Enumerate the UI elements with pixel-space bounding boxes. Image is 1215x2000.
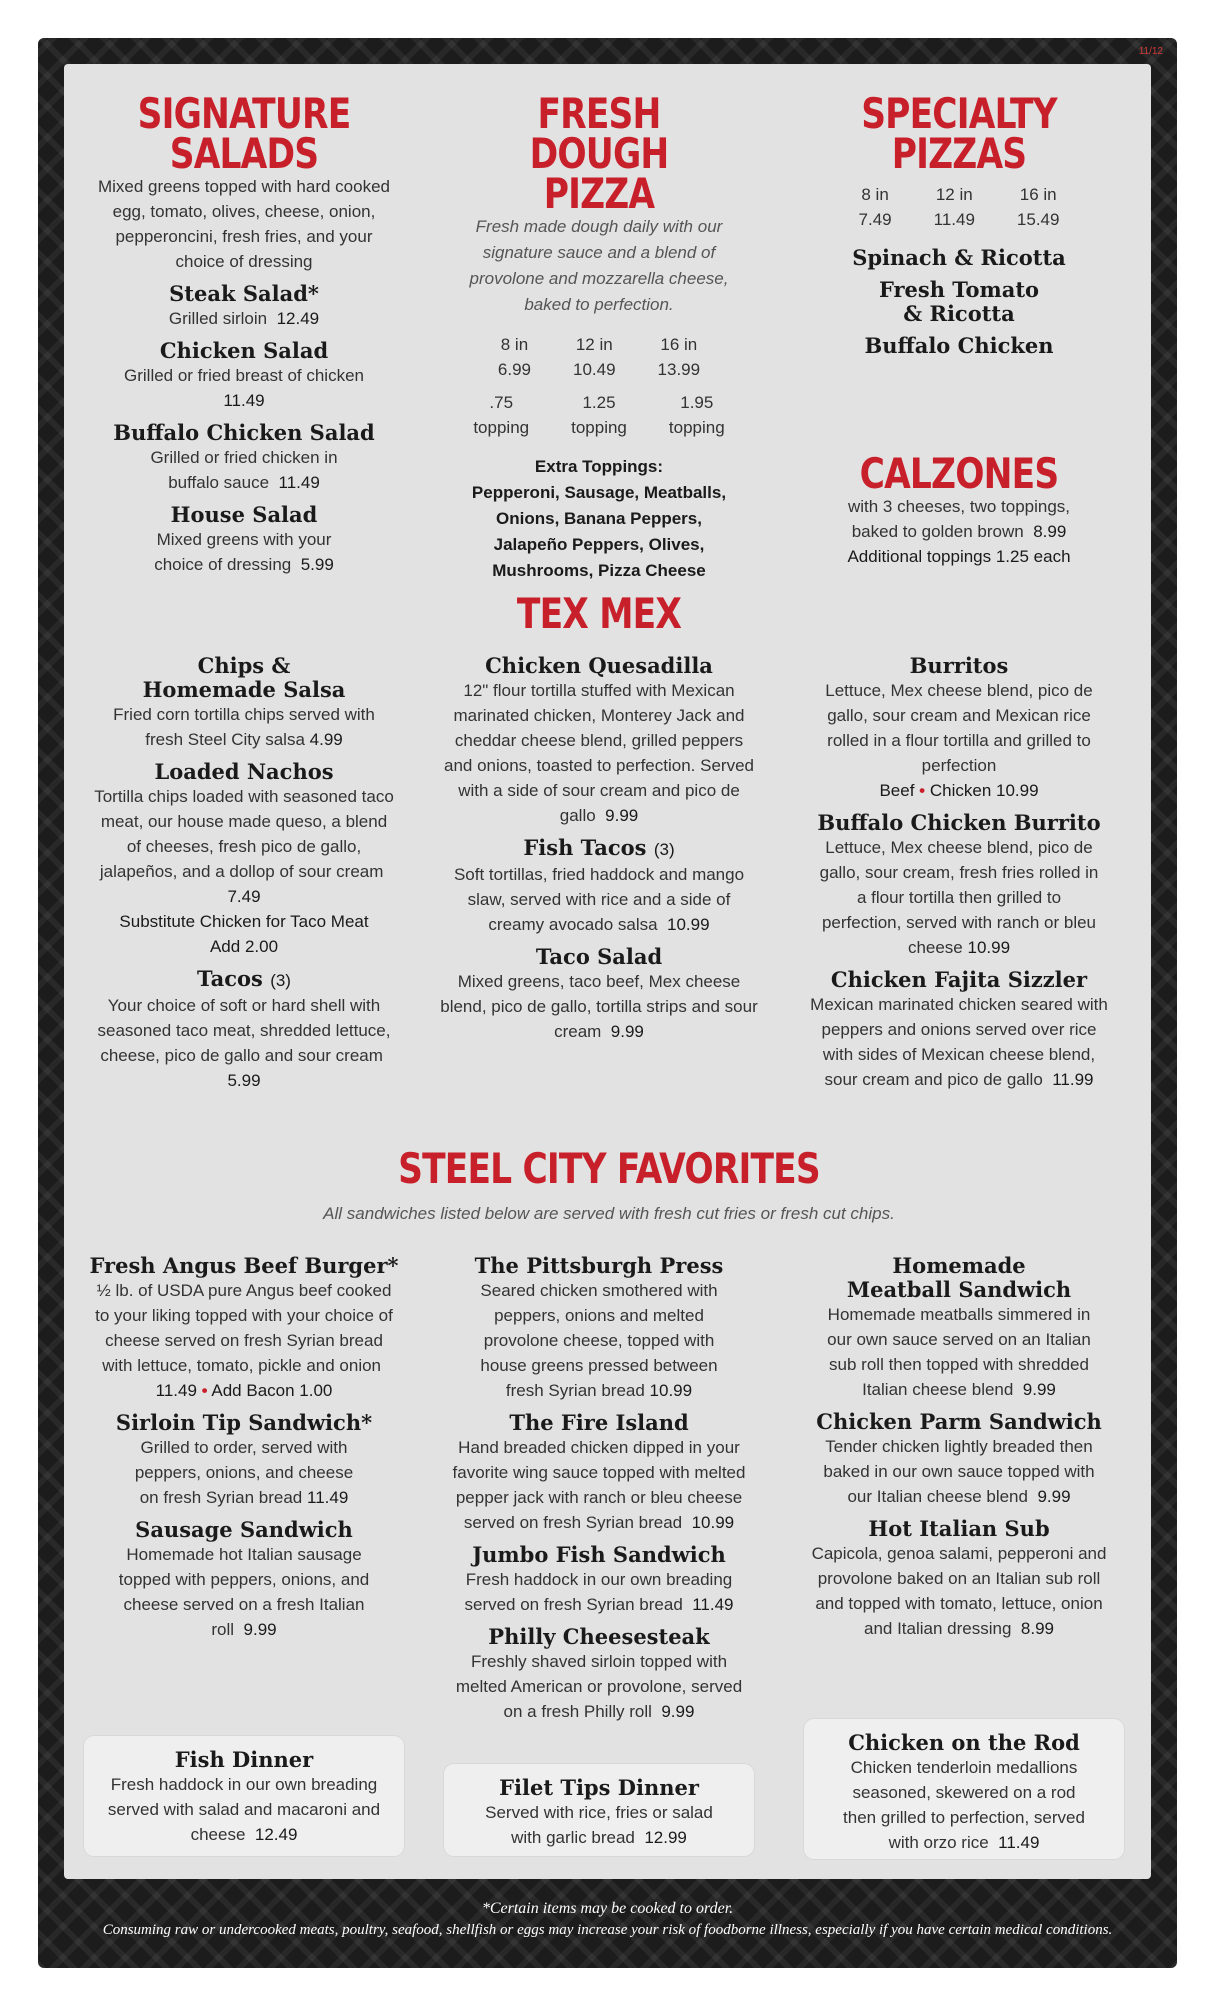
size-option: 16 in 13.99 [657,335,701,379]
item-name: The Pittsburgh Press [474,1253,724,1278]
item-desc: Served with rice, fries or salad with garlic bread 12.99 [485,1803,713,1847]
item-name: Fish Dinner [174,1747,314,1772]
menu-frame [38,38,1177,1968]
section-title-steel-city: STEEL CITY FAVORITES [398,1144,820,1193]
filet-tips-dinner-box [444,1764,754,1856]
section-title-pizza-1: FRESH DOUGH [529,89,669,178]
item-desc: Grilled or fried breast of chicken 11.49 [124,366,364,410]
item-desc: Fried corn tortilla chips served with fresh Steel City salsa 4.99 [113,705,375,749]
size-option: 8 in 7.49 [858,185,892,229]
item-name: Fresh Angus Beef Burger* [89,1253,399,1278]
calzones-section [799,449,1119,569]
item-name: Chicken Parm Sandwich [816,1409,1102,1434]
item-name: Homemade Salsa [142,677,346,702]
pizza-sizes [439,332,759,382]
section-title-pizza-2: PIZZA [543,169,655,218]
signature-salads-section [84,89,404,577]
item-desc: Tortilla chips loaded with seasoned taco meat, our house made queso, a blend of cheeses, fresh pico de gallo, jalapeños, and a dollop of sour cream 7.49 [94,787,394,906]
tex-mex-left-column [84,654,404,1093]
size-option: 16 in 15.49 [1016,185,1060,229]
item-desc: Soft tortillas, fried haddock and mango slaw, served with rice and a side of creamy avocado salsa 10.99 [453,865,745,934]
item-name: Chicken Salad [159,338,329,363]
item-desc: Homemade meatballs simmered in our own sauce served on an Italian sub roll then topped with shredded Italian cheese blend 9.99 [827,1305,1091,1399]
steel-city-left-column [84,1254,404,1642]
item-desc: Hand breaded chicken dipped in your favorite wing sauce topped with melted pepper jack with ranch or bleu cheese served on fresh Syrian bread 10.99 [452,1438,746,1532]
section-title-specialty-2: PIZZAS [891,129,1027,178]
section-title-salads-1: SIGNATURE [137,89,351,138]
size-option: 12 in 10.49 [573,335,616,379]
pizza-topping-prices [439,390,759,440]
pizza-intro: Fresh made dough daily with our signature sauce and a blend of provolone and mozzarella cheese, baked to perfection. [469,217,729,314]
item-name: Meatball Sandwich [846,1277,1072,1302]
topping-price: 1.95 topping [668,393,725,437]
item-name: Homemade [892,1253,1026,1278]
specialty-item: Buffalo Chicken [864,333,1054,358]
specialty-item: Fresh Tomato & Ricotta [878,277,1040,326]
item-name: Fish Tacos (3) [523,835,675,860]
item-name: Chicken Quesadilla [485,653,713,678]
item-name: Chicken on the Rod [848,1730,1080,1755]
item-name: House Salad [170,502,318,527]
specialty-sizes [799,182,1119,232]
item-name: Filet Tips Dinner [499,1775,699,1800]
item-name: Chips & [197,653,291,678]
item-desc: Lettuce, Mex cheese blend, pico de gallo, sour cream and Mexican rice rolled in a flour tortilla and grilled to perfection [825,681,1093,775]
item-name: Chicken Fajita Sizzler [830,967,1088,992]
item-name: Steak Salad* [169,281,319,306]
topping-price: 1.25 topping [571,393,627,437]
tex-mex-middle-column [439,654,759,1044]
item-name: Loaded Nachos [154,759,334,784]
steel-city-note: All sandwiches listed below are served with fresh cut fries or fresh cut chips. [323,1204,895,1223]
steel-city-title-wrap [264,1144,954,1227]
item-name: The Fire Island [509,1410,689,1435]
section-title-tex-mex: TEX MEX [516,589,682,638]
item-desc: 12" flour tortilla stuffed with Mexican marinated chicken, Monterey Jack and cheddar cheese blend, grilled peppers and onions, toasted to perfection. Served with a side of sour cream and pico de gallo 9.99 [444,681,754,825]
item-desc: Your choice of soft or hard shell with seasoned taco meat, shredded lettuce, cheese, pico de gallo and sour cream 5.99 [97,996,391,1090]
specialty-pizzas-section [799,89,1119,358]
size-option: 8 in 6.99 [497,335,531,379]
section-title-specialty-1: SPECIALTY [861,89,1057,138]
steel-city-right-column [799,1254,1119,1641]
item-name: Tacos (3) [197,966,291,991]
section-title-calzones: CALZONES [859,449,1059,498]
fish-dinner-box [84,1736,404,1856]
calzones-extra: Additional toppings 1.25 each [847,547,1071,566]
menu-panel [64,64,1151,1879]
item-desc: Fresh haddock in our own breading served with salad and macaroni and cheese 12.49 [107,1775,381,1844]
item-desc: Grilled or fried chicken in buffalo sauce 11.49 [150,448,338,492]
salads-intro: Mixed greens topped with hard cooked egg, tomato, olives, cheese, onion, pepperoncini, fresh fries, and your choice of dressing [97,177,390,271]
item-desc: Grilled to order, served with peppers, onions, and cheese on fresh Syrian bread 11.49 [134,1438,354,1507]
item-desc: Freshly shaved sirloin topped with melted American or provolone, served on a fresh Philly roll 9.99 [455,1652,743,1721]
item-name: Hot Italian Sub [868,1516,1050,1541]
substitute-price: Add 2.00 [209,937,279,956]
calzones-desc: with 3 cheeses, two toppings, baked to golden brown 8.99 [847,497,1071,541]
substitute-note: Substitute Chicken for Taco Meat [119,912,369,931]
steel-city-middle-column [439,1254,759,1724]
item-name: Sausage Sandwich [135,1517,353,1542]
page-code: 11/12 [1138,46,1163,57]
tex-mex-right-column [799,654,1119,1092]
item-name: Jumbo Fish Sandwich [472,1542,726,1567]
item-name: Taco Salad [535,944,663,969]
footer-cooked-note: *Certain items may be cooked to order. [481,1900,734,1917]
extra-toppings-list: Pepperoni, Sausage, Meatballs, Onions, Banana Peppers, Jalapeño Peppers, Olives, Mushrooms, Pizza Cheese [471,483,727,580]
burrito-prices: Beef • Chicken 10.99 [879,781,1039,800]
tex-mex-title-wrap [439,589,759,638]
size-option: 12 in 11.49 [933,185,975,229]
item-desc: Tender chicken lightly breaded then baked in our own sauce topped with our Italian cheese blend 9.99 [823,1437,1095,1506]
item-name: Buffalo Chicken Salad [113,420,375,445]
footer-warning: Consuming raw or undercooked meats, poultry, seafood, shellfish or eggs may increase your risk of foodborne illness, especially if you have certain medical conditions. [102,1922,1113,1938]
chicken-on-the-rod-box [804,1719,1124,1859]
item-desc: Seared chicken smothered with peppers, onions and melted provolone cheese, topped with house greens pressed between fresh Syrian bread 10.99 [480,1281,718,1400]
specialty-item: Spinach & Ricotta [852,245,1066,270]
item-desc: Grilled sirloin 12.49 [168,309,320,328]
item-desc: Mixed greens with your choice of dressing 5.99 [154,530,334,574]
item-desc: Fresh haddock in our own breading served on fresh Syrian bread 11.49 [464,1570,734,1614]
item-desc: Lettuce, Mex cheese blend, pico de gallo, sour cream, fresh fries rolled in a flour tortilla then grilled to perfection, served with ranch or bleu cheese 10.99 [819,838,1099,957]
item-desc: Chicken tenderloin medallions seasoned, skewered on a rod then grilled to perfection, served with orzo rice 11.49 [843,1758,1085,1852]
item-desc: ½ lb. of USDA pure Angus beef cooked to your liking topped with your choice of cheese served on fresh Syrian bread with lettuce, tomato, pickle and onion 11.49 • Add Bacon 1.00 [95,1281,393,1400]
item-name: Philly Cheesesteak [488,1624,710,1649]
topping-price: .75 topping [473,393,530,437]
item-name: Sirloin Tip Sandwich* [115,1410,373,1435]
item-name: Buffalo Chicken Burrito [817,810,1101,835]
fresh-dough-pizza-section [439,89,759,584]
item-desc: Mixed greens, taco beef, Mex cheese blend, pico de gallo, tortilla strips and sour cream 9.99 [440,972,758,1041]
item-desc: Homemade hot Italian sausage topped with peppers, onions, and cheese served on a fresh Italian roll 9.99 [118,1545,370,1639]
item-desc: Mexican marinated chicken seared with peppers and onions served over rice with sides of Mexican cheese blend, sour cream and pico de gallo 11.99 [810,995,1108,1089]
item-name: Burritos [909,653,1009,678]
item-desc: Capicola, genoa salami, pepperoni and provolone baked on an Italian sub roll and topped with tomato, lettuce, onion and Italian dressing 8.99 [811,1544,1107,1638]
section-title-salads-2: SALADS [169,129,319,178]
extra-toppings-title: Extra Toppings: [534,457,664,476]
